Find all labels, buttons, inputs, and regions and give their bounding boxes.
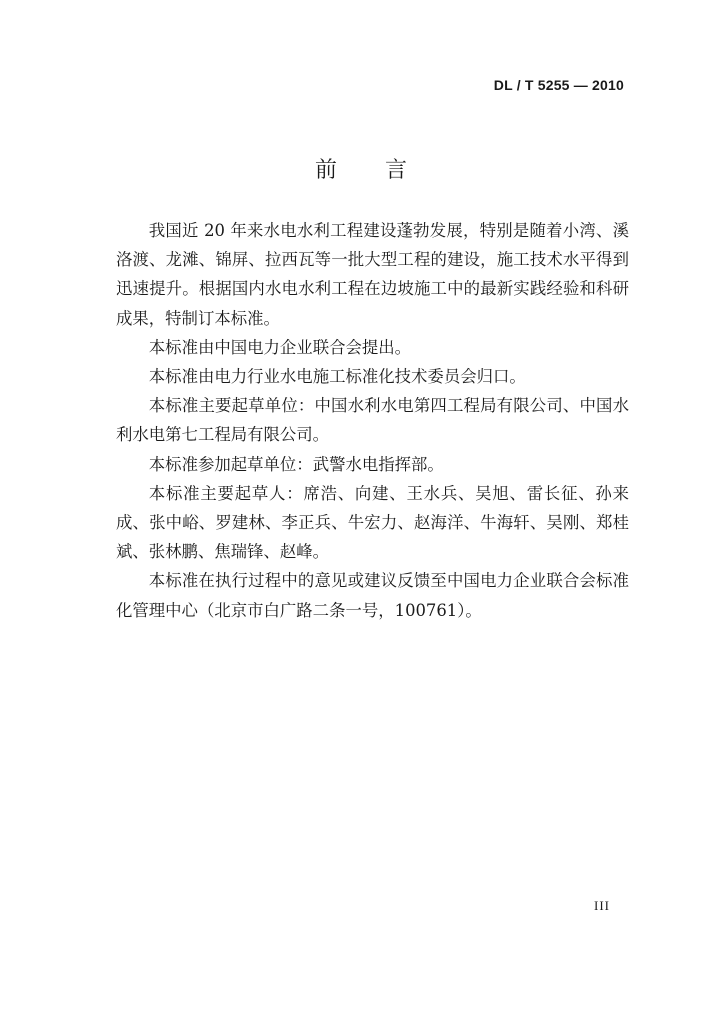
page-title-char-2: 言 (385, 158, 410, 183)
paragraph-background: 我国近 20 年来水电水利工程建设蓬勃发展，特别是随着小湾、溪洛渡、龙滩、锦屏、拉西瓦等一批大型工程的建设，施工技术水平得到迅速提升。根据国内水电水利工程在边坡施工中的最新实践经验和科研成果，特制订本标准。 (116, 221, 629, 328)
paragraph-participating-units: 本标准参加起草单位：武警水电指挥部。 (148, 454, 444, 474)
preface-body (116, 216, 629, 625)
page-title-char-1: 前 (314, 158, 339, 183)
paragraph-main-drafting-units: 本标准主要起草单位：中国水利水电第四工程局有限公司、中国水利水电第七工程局有限公司。 (116, 396, 629, 445)
page-number: III (594, 898, 610, 913)
paragraph-main-drafters: 本标准主要起草人：席浩、向建、王水兵、吴旭、雷长征、孙来成、张中峪、罗建林、李正兵、牛宏力、赵海洋、牛海轩、吴刚、郑桂斌、张林鹏、焦瑞锋、赵峰。 (116, 483, 629, 562)
paragraph-feedback: 本标准在执行过程中的意见或建议反馈至中国电力企业联合会标准化管理中心（北京市白广路二条一号，100761）。 (116, 571, 629, 620)
paragraph-proposer: 本标准由中国电力企业联合会提出。 (148, 337, 412, 357)
standard-code: DL / T 5255 — 2010 (493, 77, 624, 93)
paragraph-administrator: 本标准由电力行业水电施工标准化技术委员会归口。 (148, 367, 526, 387)
page-title (0, 153, 724, 184)
